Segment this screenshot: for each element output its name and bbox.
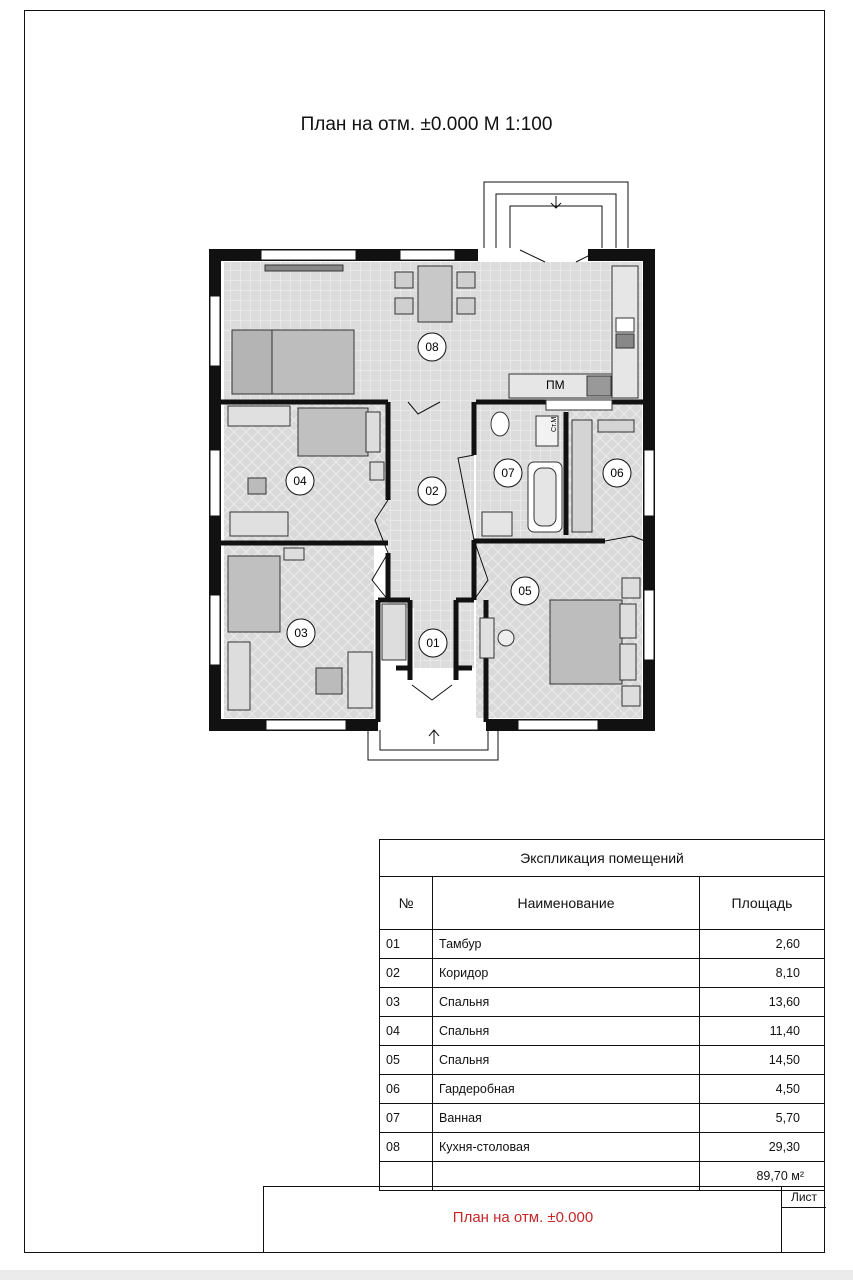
row-name: Тамбур	[433, 930, 700, 959]
row-area: 14,50	[700, 1046, 825, 1075]
row-area: 5,70	[700, 1104, 825, 1133]
room-marker-01	[419, 629, 447, 657]
explication-header-row	[380, 877, 825, 930]
title-block-name: План на отм. ±0.000	[452, 1209, 594, 1226]
header-area: Площадь	[700, 877, 825, 930]
room-marker-02	[418, 477, 446, 505]
svg-text:05: 05	[518, 584, 532, 598]
toilet	[491, 412, 509, 436]
table-row	[380, 1046, 825, 1075]
row-area: 29,30	[700, 1133, 825, 1162]
row-no: 08	[380, 1133, 433, 1162]
sheet-label: Лист	[782, 1187, 826, 1208]
row-name: Спальня	[433, 988, 700, 1017]
header-name: Наименование	[433, 877, 700, 930]
row-name: Спальня	[433, 1046, 700, 1075]
row-no: 01	[380, 930, 433, 959]
room-marker-07	[494, 459, 522, 487]
table-row	[380, 1133, 825, 1162]
room-marker-06	[603, 459, 631, 487]
washer-label: Ст.М	[551, 416, 558, 432]
row-name: Коридор	[433, 959, 700, 988]
header-no: №	[380, 877, 433, 930]
svg-text:06: 06	[610, 466, 624, 480]
explication-caption-row	[380, 840, 825, 877]
table-row	[380, 959, 825, 988]
room-marker-04	[286, 467, 314, 495]
row-name: Спальня	[433, 1017, 700, 1046]
row-no: 04	[380, 1017, 433, 1046]
bed-05	[550, 600, 622, 684]
row-area: 11,40	[700, 1017, 825, 1046]
room-marker-08	[418, 333, 446, 361]
table-row	[380, 930, 825, 959]
room-marker-03	[287, 619, 315, 647]
svg-text:08: 08	[425, 340, 439, 354]
table-row	[380, 988, 825, 1017]
row-no: 07	[380, 1104, 433, 1133]
stove-label: ПМ	[546, 378, 565, 392]
svg-text:07: 07	[501, 466, 515, 480]
bed-04	[298, 408, 368, 456]
row-no: 02	[380, 959, 433, 988]
total-area: 89,70 м²	[700, 1162, 825, 1191]
sheet-number-box	[781, 1187, 826, 1253]
row-area: 8,10	[700, 959, 825, 988]
svg-text:04: 04	[293, 474, 307, 488]
title-block	[263, 1186, 825, 1252]
row-name: Ванная	[433, 1104, 700, 1133]
plan-title: План на отм. ±0.000 М 1:100	[300, 114, 553, 135]
table-row	[380, 1075, 825, 1104]
table-row	[380, 1017, 825, 1046]
explication-caption: Экспликация помещений	[380, 840, 825, 877]
row-no: 03	[380, 988, 433, 1017]
svg-text:03: 03	[294, 626, 308, 640]
room-explication-table	[379, 839, 825, 1191]
row-no: 06	[380, 1075, 433, 1104]
svg-text:02: 02	[425, 484, 439, 498]
bed-03	[228, 556, 280, 632]
row-area: 4,50	[700, 1075, 825, 1104]
room-marker-05	[511, 577, 539, 605]
row-area: 2,60	[700, 930, 825, 959]
row-name: Гардеробная	[433, 1075, 700, 1104]
row-no: 05	[380, 1046, 433, 1075]
dining-table	[418, 266, 452, 322]
row-name: Кухня-столовая	[433, 1133, 700, 1162]
row-area: 13,60	[700, 988, 825, 1017]
table-row	[380, 1104, 825, 1133]
svg-text:01: 01	[426, 636, 440, 650]
